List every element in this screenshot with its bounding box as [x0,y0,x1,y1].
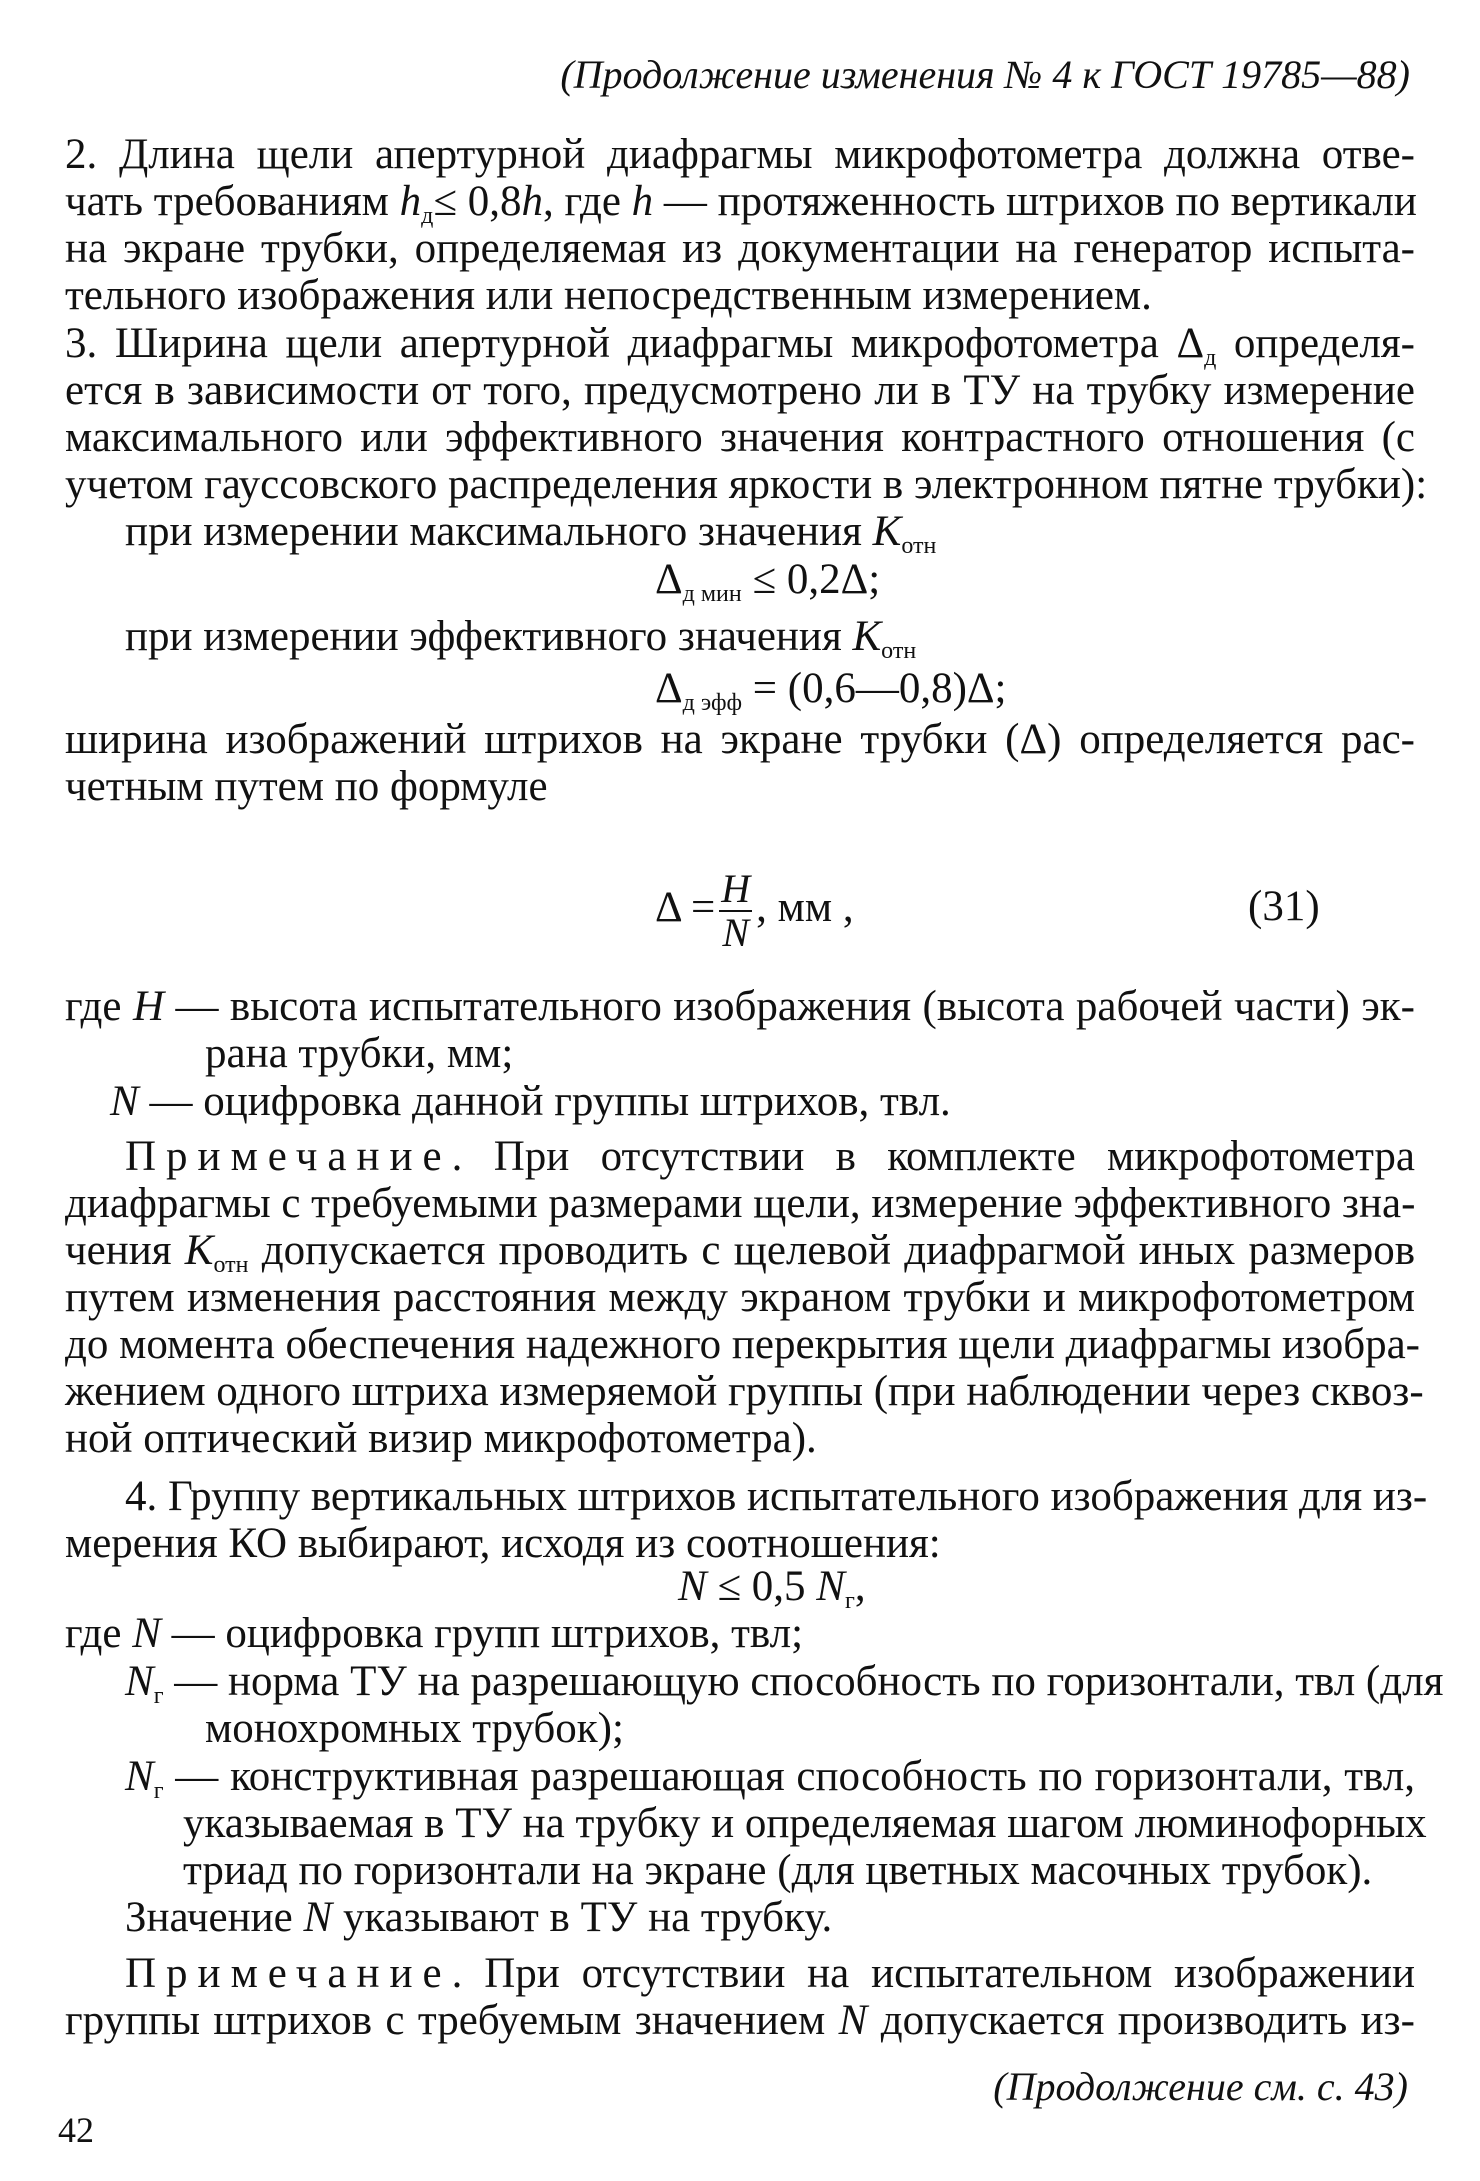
note2-line-1: Примечание. При отсутствии на испытательном изображении [125,1950,1415,1997]
page-header: (Продолжение изменения № 4 к ГОСТ 19785—88) [560,52,1410,97]
p3-line-3: максимального или эффективного значения контрастного отношения (с [65,414,1415,461]
formula-n-condition: N ≤ 0,5 $N_г$, [678,1563,866,1614]
note1-line-7: ной оптический визир микрофотометра). [65,1415,817,1462]
note1-line-2: диафрагмы с требуемыми размерами щели, измерение эффективного зна- [65,1180,1416,1227]
note1-line-6: жением одного штриха измеряемой группы (при наблюдении через сквоз- [65,1368,1424,1415]
note1-line-4: путем изменения расстояния между экраном трубки и микрофотометром [65,1274,1415,1321]
formula-delta-min: $\Delta_{д мин} \le 0,2\Delta$; [655,556,881,607]
p3-line-4: учетом гауссовского распределения яркости в электронном пятне трубки): [65,461,1428,508]
p2-line-2: чать требованиям $h_д\le 0,8h$, где h — протяженность штрихов по вертикали [65,178,1417,229]
formula-delta-eff: $\Delta_{д эфф}$ = (0,6—0,8)Δ; [655,665,1007,716]
note1-line-3: чения $K_{отн}$ допускается проводить с щелевой диафрагмой иных размеров [65,1227,1415,1278]
p3-line-5: при измерении максимального значения $K_{отн}$ [125,508,937,559]
p4-line-1: 4. Группу вертикальных штрихов испытательного изображения для из- [125,1473,1428,1520]
where-ng-mono-line-2: монохромных трубок); [205,1705,624,1752]
where-n-line: N — оцифровка данной группы штрихов, твл. [110,1078,951,1125]
note1-line-1: Примечание. При отсутствии в комплекте микрофотометра [125,1133,1415,1180]
continuation-note: (Продолжение см. с. 43) [993,2064,1408,2109]
p4-value-note: Значение N указывают в ТУ на трубку. [125,1894,833,1941]
formula-number: (31) [1248,883,1320,930]
where-h-line-2: рана трубки, мм; [205,1030,514,1077]
p2-line-1: 2. Длина щели апертурной диафрагмы микрофотометра должна отве- [65,131,1415,178]
where-n-groups: где N — оцифровка групп штрихов, твл; [65,1610,804,1657]
p2-line-3: на экране трубки, определяемая из документации на генератор испыта- [65,225,1415,272]
where-ng-color-line-2: указываемая в ТУ на трубку и определяемая шагом люминофорных [183,1800,1427,1847]
p4-line-2: мерения КО выбирают, исходя из соотношения: [65,1520,941,1567]
p2-line-4: тельного изображения или непосредственным измерением. [65,272,1152,319]
p3-line-2: ется в зависимости от того, предусмотрено ли в ТУ на трубку измерение [65,367,1415,414]
where-ng-color-line-3: триад по горизонтали на экране (для цветных масочных трубок). [183,1847,1373,1894]
where-h-line-1: где H — высота испытательного изображения (высота рабочей части) эк- [65,983,1415,1030]
formula-31: Δ = $\frac{H}{N}$ , мм , [655,866,854,955]
p3-line-7: ширина изображений штрихов на экране трубки (Δ) определяется рас- [65,716,1415,763]
where-ng-color-line-1: $N_г$ — конструктивная разрешающая способность по горизонтали, твл, [125,1753,1415,1804]
note2-line-2: группы штрихов с требуемым значением N допускается производить из- [65,1997,1415,2044]
p3-line-8: четным путем по формуле [65,763,548,810]
page-number: 42 [58,2110,94,2150]
p3-line-6: при измерении эффективного значения $K_{отн}$ [125,613,917,664]
note1-line-5: до момента обеспечения надежного перекрытия щели диафрагмы изобра- [65,1321,1421,1368]
where-ng-mono-line-1: $N_г$ — норма ТУ на разрешающую способность по горизонтали, твл (для [125,1658,1444,1709]
p3-line-1: 3. Ширина щели апертурной диафрагмы микрофотометра $\Delta_д$ определя- [65,320,1415,371]
fraction-h-over-n: $\frac{H}{N}$ [721,866,751,955]
